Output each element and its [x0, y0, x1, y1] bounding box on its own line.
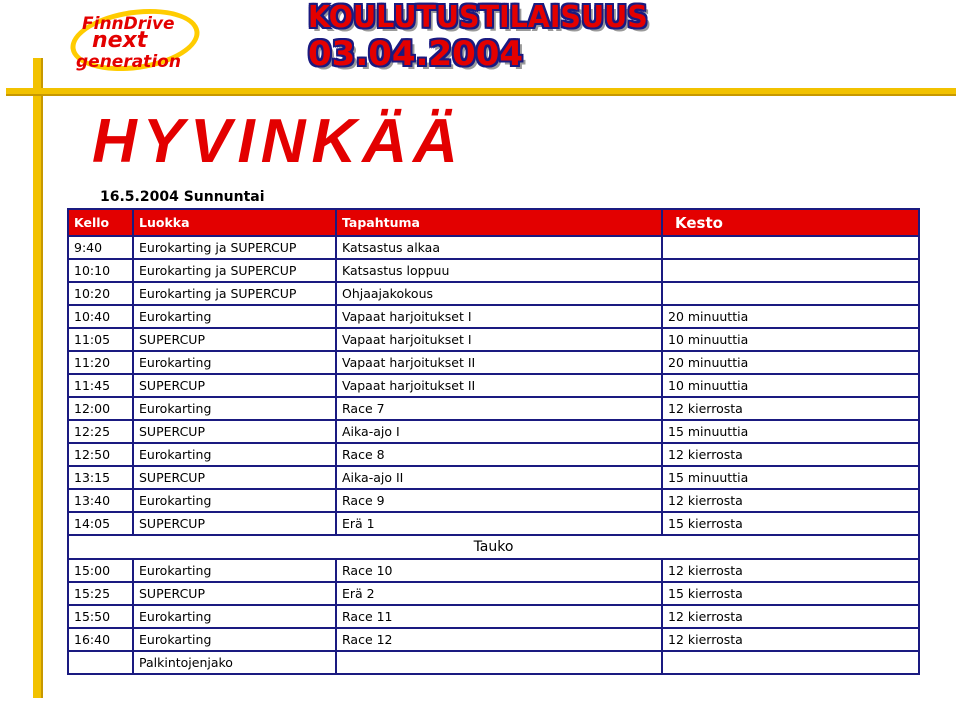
header-date: 03.04.2004 [308, 34, 524, 74]
table-row [69, 629, 918, 650]
cell-duration [663, 260, 918, 281]
cell-class: Eurokarting ja SUPERCUP [134, 283, 335, 304]
cell-time: 14:05 [69, 513, 132, 534]
cell-event: Ohjaajakokous [337, 283, 661, 304]
cell-class: Eurokarting [134, 398, 335, 419]
cell-time: 11:05 [69, 329, 132, 350]
column-header-luokka: Luokka [134, 210, 335, 235]
table-row [69, 398, 918, 419]
cell-event: Erä 2 [337, 583, 661, 604]
cell-class: Eurokarting [134, 490, 335, 511]
cell-class: Eurokarting [134, 606, 335, 627]
header-title: KOULUTUSTILAISUUS [308, 0, 648, 35]
table-row [69, 260, 918, 281]
cell-event: Vapaat harjoitukset I [337, 329, 661, 350]
table-row [69, 375, 918, 396]
table-row [69, 444, 918, 465]
cell-class: Eurokarting ja SUPERCUP [134, 237, 335, 258]
logo-line1: FinnDrive [82, 14, 175, 34]
cell-class: SUPERCUP [134, 421, 335, 442]
cell-event: Vapaat harjoitukset II [337, 375, 661, 396]
city-title: HYVINKÄÄ [92, 107, 464, 176]
cell-duration [663, 652, 918, 673]
table-row [69, 421, 918, 442]
cell-time: 10:20 [69, 283, 132, 304]
cell-class: Eurokarting [134, 306, 335, 327]
table-row [69, 606, 918, 627]
yellow-horizontal-line [6, 88, 956, 96]
cell-event [337, 652, 661, 673]
cell-class: SUPERCUP [134, 513, 335, 534]
table-row [69, 237, 918, 258]
cell-event: Aika-ajo I [337, 421, 661, 442]
cell-class: Eurokarting [134, 444, 335, 465]
cell-duration: 15 kierrosta [663, 583, 918, 604]
cell-event: Katsastus loppuu [337, 260, 661, 281]
cell-time: 12:25 [69, 421, 132, 442]
cell-time: 16:40 [69, 629, 132, 650]
cell-duration: 10 minuuttia [663, 375, 918, 396]
cell-time: 13:40 [69, 490, 132, 511]
cell-time: 10:40 [69, 306, 132, 327]
table-row [69, 283, 918, 304]
break-label: Tauko [69, 536, 918, 558]
cell-duration: 12 kierrosta [663, 444, 918, 465]
cell-event: Erä 1 [337, 513, 661, 534]
cell-duration: 15 minuuttia [663, 421, 918, 442]
cell-event: Aika-ajo II [337, 467, 661, 488]
cell-event: Race 7 [337, 398, 661, 419]
cell-time: 12:00 [69, 398, 132, 419]
cell-event: Vapaat harjoitukset II [337, 352, 661, 373]
cell-event: Race 9 [337, 490, 661, 511]
table-row [69, 352, 918, 373]
cell-time: 15:50 [69, 606, 132, 627]
cell-class: Eurokarting [134, 560, 335, 581]
cell-event: Katsastus alkaa [337, 237, 661, 258]
cell-class: Eurokarting ja SUPERCUP [134, 260, 335, 281]
cell-time: 13:15 [69, 467, 132, 488]
table-row [69, 583, 918, 604]
cell-duration: 20 minuuttia [663, 306, 918, 327]
cell-duration: 12 kierrosta [663, 629, 918, 650]
cell-event: Race 12 [337, 629, 661, 650]
cell-class: SUPERCUP [134, 329, 335, 350]
yellow-vertical-line [33, 58, 43, 698]
cell-time: 10:10 [69, 260, 132, 281]
cell-class: Palkintojenjako [134, 652, 335, 673]
cell-duration: 20 minuuttia [663, 352, 918, 373]
table-row [69, 652, 918, 673]
cell-event: Vapaat harjoitukset I [337, 306, 661, 327]
cell-event: Race 10 [337, 560, 661, 581]
cell-duration: 10 minuuttia [663, 329, 918, 350]
table-row [69, 306, 918, 327]
cell-class: SUPERCUP [134, 467, 335, 488]
cell-duration: 12 kierrosta [663, 490, 918, 511]
cell-class: Eurokarting [134, 352, 335, 373]
cell-time: 15:00 [69, 560, 132, 581]
cell-time: 15:25 [69, 583, 132, 604]
cell-time: 9:40 [69, 237, 132, 258]
cell-event: Race 11 [337, 606, 661, 627]
table-row [69, 467, 918, 488]
column-header-kello: Kello [69, 210, 132, 235]
table-header-row [69, 210, 918, 235]
cell-duration: 15 kierrosta [663, 513, 918, 534]
cell-time: 11:45 [69, 375, 132, 396]
event-date: 16.5.2004 Sunnuntai [100, 189, 265, 205]
column-header-tapahtuma: Tapahtuma [337, 210, 661, 235]
cell-class: SUPERCUP [134, 583, 335, 604]
break-row [69, 536, 918, 558]
cell-time: 11:20 [69, 352, 132, 373]
cell-class: Eurokarting [134, 629, 335, 650]
logo-line2: next [92, 28, 148, 53]
cell-duration: 12 kierrosta [663, 606, 918, 627]
cell-duration: 12 kierrosta [663, 398, 918, 419]
schedule-table [67, 208, 920, 675]
column-header-kesto: Kesto [663, 210, 918, 235]
table-row [69, 513, 918, 534]
cell-event: Race 8 [337, 444, 661, 465]
table-row [69, 560, 918, 581]
cell-time [69, 652, 132, 673]
finndrive-logo [70, 10, 210, 72]
cell-duration: 12 kierrosta [663, 560, 918, 581]
logo-line3: generation [76, 52, 181, 72]
cell-duration [663, 283, 918, 304]
cell-time: 12:50 [69, 444, 132, 465]
table-row [69, 490, 918, 511]
cell-duration: 15 minuuttia [663, 467, 918, 488]
cell-class: SUPERCUP [134, 375, 335, 396]
cell-duration [663, 237, 918, 258]
table-row [69, 329, 918, 350]
